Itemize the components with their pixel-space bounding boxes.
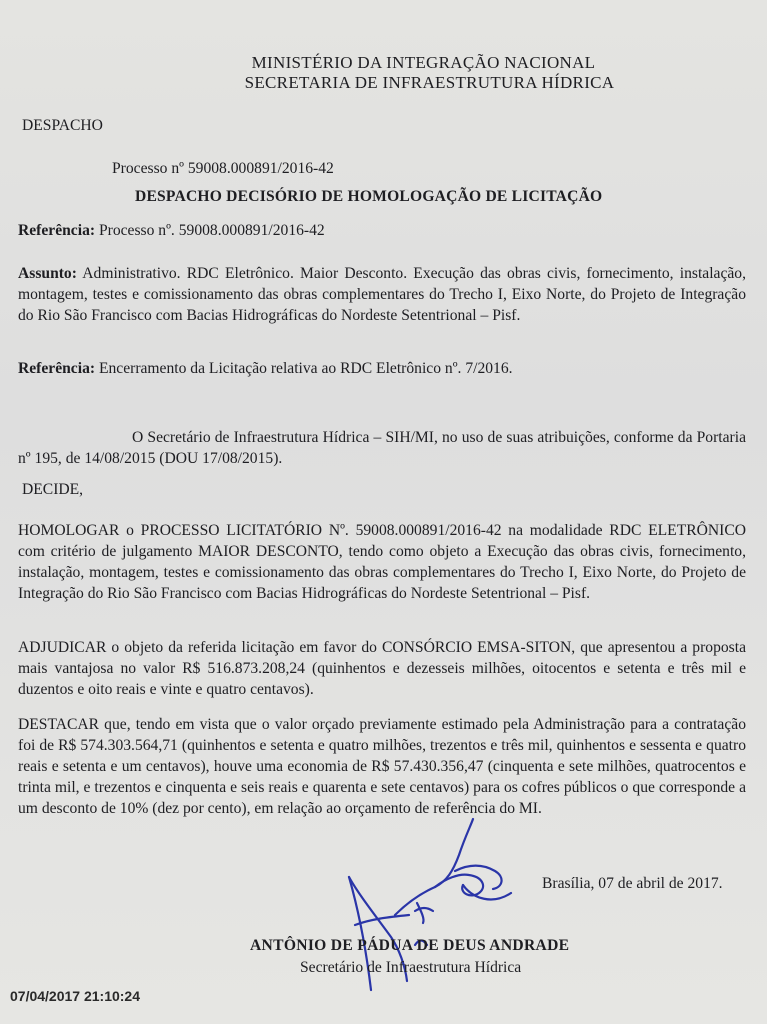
assunto-paragraph: [18, 263, 746, 326]
adjudicar-text: ADJUDICAR o objeto da referida licitação em favor do CONSÓRCIO EMSA-SITON, que apresentou a proposta mais vantajosa no valor R$ 516.873.208,24 (quinhentos e dezesseis milhões, oitocentos e setenta e três mil e duzentos e oito reais e vinte e quatro centavos).: [18, 639, 746, 698]
referencia-label: Referência:: [18, 222, 96, 239]
processo-line: Processo nº 59008.000891/2016-42: [112, 160, 334, 177]
signatory-name: ANTÔNIO DE PÁDUA DE DEUS ANDRADE: [250, 937, 570, 954]
decide-label: DECIDE,: [22, 481, 84, 498]
homologar-text: HOMOLOGAR o PROCESSO LICITATÓRIO Nº. 59008.000891/2016-42 na modalidade RDC ELETRÔNICO com critério de julgamento MAIOR DESCONTO, tendo como objeto a Execução das obras civis, fornecimento, instalação, montagem, testes e comissionamento das obras complementares do Trecho I, Eixo Norte, do Projeto de Integração do Rio São Francisco com Bacias Hidrográficas do Nordeste Setentrional – Pisf.: [18, 522, 746, 602]
referencia-label: Referência:: [18, 360, 96, 377]
destacar-paragraph: [18, 714, 746, 819]
scan-timestamp: 07/04/2017 21:10:24: [10, 988, 140, 1004]
referencia-processo: [18, 220, 746, 241]
intro-text: O Secretário de Infraestrutura Hídrica – SIH/MI, no uso de suas atribuições, conforme da Portaria nº 195, de 14/08/2015 (DOU 17/08/2015).: [18, 429, 746, 467]
referencia-text: Processo nº. 59008.000891/2016-42: [95, 222, 325, 239]
place-date: Brasília, 07 de abril de 2017.: [542, 875, 723, 892]
assunto-label: Assunto:: [18, 265, 77, 282]
despacho-label: DESPACHO: [22, 117, 103, 134]
secretariat-header: SECRETARIA DE INFRAESTRUTURA HÍDRICA: [244, 73, 615, 92]
homologar-paragraph: [18, 520, 746, 604]
referencia-encerramento: [18, 358, 746, 379]
destacar-text: DESTACAR que, tendo em vista que o valor orçado previamente estimado pela Administração para a contratação foi de R$ 574.303.564,71 (quinhentos e setenta e quatro milhões, trezentos e três mil, quinhentos e sessenta e quatro reais e setenta e um centavos), houve uma economia de R$ 57.430.356,47 (cinquenta e sete milhões, quatrocentos e trinta mil, e trezentos e cinquenta e seis reais e quarenta e sete centavos) para os cofres públicos o que corresponde a um desconto de 10% (dez por cento), em relação ao orçamento de referência do MI.: [18, 716, 746, 817]
document-title: DESPACHO DECISÓRIO DE HOMOLOGAÇÃO DE LICITAÇÃO: [135, 188, 603, 205]
referencia-text: Encerramento da Licitação relativa ao RDC Eletrônico nº. 7/2016.: [95, 360, 513, 377]
adjudicar-paragraph: [18, 637, 746, 700]
ministry-header: MINISTÉRIO DA INTEGRAÇÃO NACIONAL: [251, 53, 596, 72]
assunto-text: Administrativo. RDC Eletrônico. Maior Desconto. Execução das obras civis, fornecimento, instalação, montagem, testes e comissionamento das obras complementares do Trecho I, Eixo Norte, do Projeto de Integração do Rio São Francisco com Bacias Hidrográficas do Nordeste Setentrional – Pisf.: [18, 265, 746, 324]
intro-paragraph: [18, 427, 746, 469]
signatory-role: Secretário de Infraestrutura Hídrica: [300, 959, 522, 976]
